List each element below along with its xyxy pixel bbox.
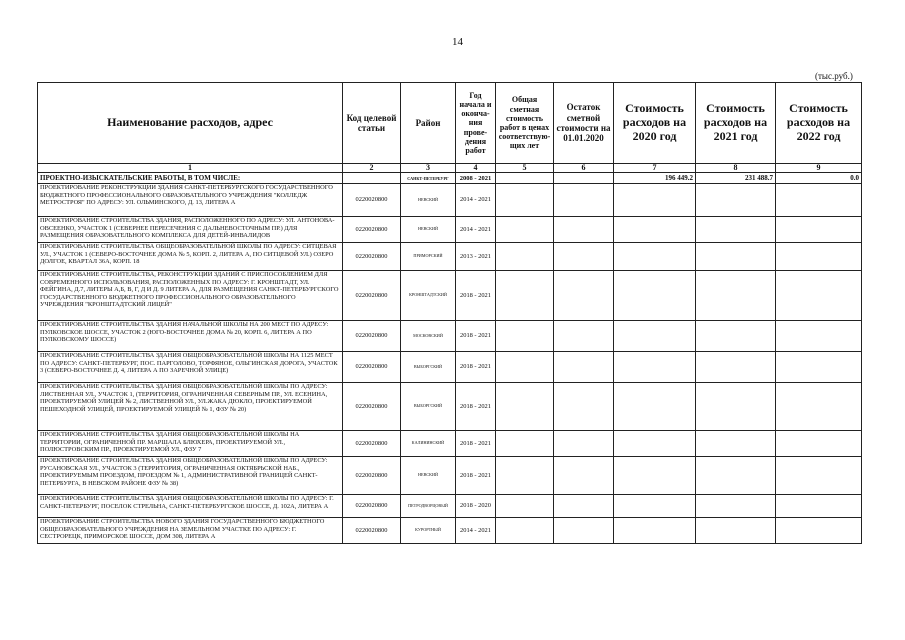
row-total-cost [496, 352, 554, 383]
row-cost-2020 [614, 495, 696, 518]
row-code: 0220020800 [343, 217, 401, 243]
row-name: ПРОЕКТИРОВАНИЕ СТРОИТЕЛЬСТВА, РЕКОНСТРУКЦИИ ЗДАНИЙ С ПРИСПОСОБЛЕНИЕМ ДЛЯ СОВРЕМЕННОГО ИСПОЛЬЗОВАНИЯ, РАСПОЛОЖЕННЫХ ПО АДРЕСУ: Г. КРОНШТАДТ, УЛ. ФЕЙГИНА, Д.7, ЛИТЕРЫ А,Б, В, Г, Д И Д. 9 ЛИТЕРА А, ДЛЯ РАЗМЕЩЕНИЯ САНКТ-ПЕТЕРБУРГСКОГО ГОСУДАРСТВЕННОГО БЮДЖЕТНОГО ПРОФЕССИОНАЛЬНОГО ОБРАЗОВАТЕЛЬНОГО УЧРЕЖДЕНИЯ "КРОНШТАДТСКИЙ ЛИЦЕЙ" [38, 271, 343, 321]
total-code [343, 173, 401, 184]
row-cost-2021 [696, 431, 776, 457]
row-cost-2020 [614, 431, 696, 457]
row-cost-2020 [614, 457, 696, 495]
table-row [38, 352, 862, 383]
row-remaining [554, 495, 614, 518]
row-cost-2020 [614, 243, 696, 271]
header-remaining: Остаток сметной стоимости на 01.01.2020 [554, 83, 614, 164]
row-period: 2018 - 2021 [456, 321, 496, 352]
row-code: 0220020800 [343, 457, 401, 495]
row-cost-2022 [776, 352, 862, 383]
column-number: 5 [496, 164, 554, 173]
row-district: ПРИМОРСКИЙ [401, 243, 456, 271]
row-cost-2022 [776, 431, 862, 457]
row-district: НЕВСКИЙ [401, 457, 456, 495]
row-remaining [554, 243, 614, 271]
column-number: 2 [343, 164, 401, 173]
row-cost-2021 [696, 495, 776, 518]
row-period: 2013 - 2021 [456, 243, 496, 271]
row-total-cost [496, 457, 554, 495]
row-cost-2020 [614, 352, 696, 383]
row-total-cost [496, 431, 554, 457]
row-period: 2018 - 2021 [456, 457, 496, 495]
row-cost-2021 [696, 271, 776, 321]
column-number: 8 [696, 164, 776, 173]
units-label: (тыс.руб.) [815, 71, 853, 81]
column-number: 1 [38, 164, 343, 173]
row-code: 0220020800 [343, 495, 401, 518]
row-total-cost [496, 243, 554, 271]
row-remaining [554, 184, 614, 217]
row-name: ПРОЕКТИРОВАНИЕ СТРОИТЕЛЬСТВА ЗДАНИЯ ОБЩЕОБРАЗОВАТЕЛЬНОЙ ШКОЛЫ ПО АДРЕСУ: ЛИСТВЕННАЯ УЛ., УЧАСТОК 1, (ТЕРРИТОРИЯ, ОГРАНИЧЕННАЯ СЕВЕРНЫМ ПР., УЛ. ЕСЕНИНА, ПРОЕКТИРУЕМОЙ УЛИЦЕЙ № 2, ЛИСТВЕННОЙ УЛ., УЛ.ЖАКА ДЮКЛО, ПРОЕКТИРУЕМОЙ ПЕШЕХОДНОЙ УЛИЦЕЙ, ПРОЕКТИРУЕМОЙ УЛИЦЕЙ № 1, ФЗУ № 20) [38, 383, 343, 431]
row-district: НЕВСКИЙ [401, 217, 456, 243]
row-name: ПРОЕКТИРОВАНИЕ СТРОИТЕЛЬСТВА НОВОГО ЗДАНИЯ ГОСУДАРСТВЕННОГО БЮДЖЕТНОГО ОБЩЕОБРАЗОВАТЕЛЬНОГО УЧРЕЖДЕНИЯ НА ЗЕМЕЛЬНОМ УЧАСТКЕ ПО АДРЕСУ: Г. СЕСТРОРЕЦК, ПРИМОРСКОЕ ШОССЕ, ДОМ 308, ЛИТЕРА А [38, 518, 343, 544]
row-name: ПРОЕКТИРОВАНИЕ СТРОИТЕЛЬСТВА ЗДАНИЯ ОБЩЕОБРАЗОВАТЕЛЬНОЙ ШКОЛЫ НА 1125 МЕСТ ПО АДРЕСУ: САНКТ-ПЕТЕРБУРГ, ПОС. ПАРГОЛОВО, ТОРФЯНОЕ, ОЛЬГИНСКАЯ ДОРОГА, УЧАСТОК 3 (СЕВЕРО-ВОСТОЧНЕЕ Д. 4, ЛИТЕРА А ПО ЗАРЕЧНОЙ УЛИЦЕ) [38, 352, 343, 383]
row-name: ПРОЕКТИРОВАНИЕ СТРОИТЕЛЬСТВА ЗДАНИЯ ОБЩЕОБРАЗОВАТЕЛЬНОЙ ШКОЛЫ НА ТЕРРИТОРИИ, ОГРАНИЧЕННОЙ ПР. МАРШАЛА БЛЮХЕРА, ПРОЕКТИРУЕМОЙ УЛ., ПОЛЮСТРОВСКИМ ПР., ПРОЕКТИРУЕМОЙ УЛ., ФЗУ 7 [38, 431, 343, 457]
row-district: ВЫБОРГСКИЙ [401, 383, 456, 431]
row-cost-2021 [696, 352, 776, 383]
page-number: 14 [452, 36, 463, 48]
row-cost-2021 [696, 217, 776, 243]
header-total-cost: Общая сметная стоимость работ в ценах соответствую-щих лет [496, 83, 554, 164]
row-name: ПРОЕКТИРОВАНИЕ СТРОИТЕЛЬСТВА ЗДАНИЯ ОБЩЕОБРАЗОВАТЕЛЬНОЙ ШКОЛЫ ПО АДРЕСУ: Г. САНКТ-ПЕТЕРБУРГ, ПОСЕЛОК СТРЕЛЬНА, САНКТ-ПЕТЕРБУРГСКОЕ ШОССЕ, Д. 102А, ЛИТЕРА А [38, 495, 343, 518]
row-cost-2021 [696, 243, 776, 271]
column-number: 3 [401, 164, 456, 173]
table-row [38, 243, 862, 271]
row-cost-2020 [614, 321, 696, 352]
total-row [38, 173, 862, 184]
column-number: 9 [776, 164, 862, 173]
row-period: 2018 - 2021 [456, 431, 496, 457]
table-row [38, 184, 862, 217]
table-row [38, 321, 862, 352]
header-period: Год начала и оконча-ния прове-дения работ [456, 83, 496, 164]
row-district: НЕВСКИЙ [401, 184, 456, 217]
row-district: ВЫБОРГСКИЙ [401, 352, 456, 383]
total-cost-2021: 231 488.7 [696, 173, 776, 184]
row-cost-2022 [776, 518, 862, 544]
row-cost-2020 [614, 271, 696, 321]
row-cost-2021 [696, 457, 776, 495]
header-district: Район [401, 83, 456, 164]
row-remaining [554, 271, 614, 321]
row-remaining [554, 383, 614, 431]
row-remaining [554, 352, 614, 383]
header-name: Наименование расходов, адрес [38, 83, 343, 164]
column-number: 7 [614, 164, 696, 173]
row-district: КРОНШТАДТСКИЙ [401, 271, 456, 321]
row-cost-2021 [696, 518, 776, 544]
row-code: 0220020800 [343, 352, 401, 383]
row-name: ПРОЕКТИРОВАНИЕ СТРОИТЕЛЬСТВА ЗДАНИЯ ОБЩЕОБРАЗОВАТЕЛЬНОЙ ШКОЛЫ ПО АДРЕСУ: РУСАНОВСКАЯ УЛ., УЧАСТОК 3 (ТЕРРИТОРИЯ, ОГРАНИЧЕННАЯ ОКТЯБРЬСКОЙ НАБ., ПРОЕКТИРУЕМЫМ ПРОЕЗДОМ, ПРОЕЗДОМ № 1, АДМИНИСТРАТИВНОЙ ГРАНИЦЕЙ САНКТ-ПЕТЕРБУРГА, В НЕВСКОМ РАЙОНЕ ФЗУ № 38) [38, 457, 343, 495]
row-total-cost [496, 271, 554, 321]
row-name: ПРОЕКТИРОВАНИЕ СТРОИТЕЛЬСТВА ЗДАНИЯ НАЧАЛЬНОЙ ШКОЛЫ НА 200 МЕСТ ПО АДРЕСУ: ПУЛКОВСКОЕ ШОССЕ, УЧАСТОК 2 (ЮГО-ВОСТОЧНЕЕ ДОМА № 20, КОРП. 6, ЛИТЕРА А ПО ПУЛКОВСКОМУ ШОССЕ) [38, 321, 343, 352]
row-name: ПРОЕКТИРОВАНИЕ СТРОИТЕЛЬСТВА ОБЩЕОБРАЗОВАТЕЛЬНОЙ ШКОЛЫ ПО АДРЕСУ: СИТЦЕВАЯ УЛ., УЧАСТОК 1 (СЕВЕРО-ВОСТОЧНЕЕ ДОМА № 5, КОРП. 2, ЛИТЕРА А, ПО СИТЦЕВОЙ УЛ.) ОЗЕРО ДОЛГОЕ, КВАРТАЛ 36А, КОРП. 18 [38, 243, 343, 271]
column-number: 6 [554, 164, 614, 173]
table-row [38, 431, 862, 457]
total-name: ПРОЕКТНО-ИЗЫСКАТЕЛЬСКИЕ РАБОТЫ, В ТОМ ЧИСЛЕ: [38, 173, 343, 184]
row-cost-2021 [696, 383, 776, 431]
row-period: 2014 - 2021 [456, 217, 496, 243]
row-total-cost [496, 518, 554, 544]
table-row [38, 457, 862, 495]
row-period: 2018 - 2021 [456, 383, 496, 431]
header-cost-2022: Стоимость расходов на 2022 год [776, 83, 862, 164]
row-cost-2021 [696, 184, 776, 217]
total-district: САНКТ-ПЕТЕРБУРГ [401, 173, 456, 184]
total-cost-2022: 0.0 [776, 173, 862, 184]
row-name: ПРОЕКТИРОВАНИЕ СТРОИТЕЛЬСТВА ЗДАНИЯ, РАСПОЛОЖЕННОГО ПО АДРЕСУ: УЛ. АНТОНОВА-ОВСЕЕНКО, УЧАСТОК 1 (СЕВЕРНЕЕ ПЕРЕСЕЧЕНИЯ С ДАЛЬНЕВОСТОЧНЫМ ПР.) ДЛЯ РАЗМЕЩЕНИЯ ОБРАЗОВАТЕЛЬНОГО КОМПЛЕКСА ДЛЯ ДЕТЕЙ-ИНВАЛИДОВ [38, 217, 343, 243]
row-total-cost [496, 495, 554, 518]
row-remaining [554, 457, 614, 495]
row-code: 0220020800 [343, 431, 401, 457]
column-number-row [38, 164, 862, 173]
row-district: ПЕТРОДВОРЦОВЫЙ [401, 495, 456, 518]
row-period: 2018 - 2020 [456, 495, 496, 518]
total-period: 2008 - 2021 [456, 173, 496, 184]
header-row [38, 83, 862, 164]
row-cost-2022 [776, 495, 862, 518]
row-total-cost [496, 383, 554, 431]
row-total-cost [496, 184, 554, 217]
row-code: 0220020800 [343, 383, 401, 431]
row-cost-2022 [776, 243, 862, 271]
row-cost-2022 [776, 457, 862, 495]
table-row [38, 271, 862, 321]
row-district: МОСКОВСКИЙ [401, 321, 456, 352]
row-remaining [554, 431, 614, 457]
table-row [38, 518, 862, 544]
row-cost-2020 [614, 217, 696, 243]
row-cost-2020 [614, 518, 696, 544]
row-code: 0220020800 [343, 271, 401, 321]
row-total-cost [496, 321, 554, 352]
row-remaining [554, 518, 614, 544]
row-period: 2018 - 2021 [456, 271, 496, 321]
header-cost-2021: Стоимость расходов на 2021 год [696, 83, 776, 164]
row-code: 0220020800 [343, 243, 401, 271]
row-code: 0220020800 [343, 518, 401, 544]
column-number: 4 [456, 164, 496, 173]
row-period: 2018 - 2021 [456, 352, 496, 383]
row-cost-2022 [776, 383, 862, 431]
row-cost-2022 [776, 217, 862, 243]
row-district: КАЛИНИНСКИЙ [401, 431, 456, 457]
total-remaining-cell [554, 173, 614, 184]
header-cost-2020: Стоимость расходов на 2020 год [614, 83, 696, 164]
row-cost-2022 [776, 184, 862, 217]
table-row [38, 217, 862, 243]
row-cost-2020 [614, 383, 696, 431]
table-row [38, 495, 862, 518]
row-total-cost [496, 217, 554, 243]
row-remaining [554, 217, 614, 243]
row-period: 2014 - 2021 [456, 184, 496, 217]
row-cost-2022 [776, 271, 862, 321]
row-cost-2020 [614, 184, 696, 217]
total-cost-2020: 196 449.2 [614, 173, 696, 184]
row-district: КУРОРТНЫЙ [401, 518, 456, 544]
row-cost-2021 [696, 321, 776, 352]
row-cost-2022 [776, 321, 862, 352]
row-name: ПРОЕКТИРОВАНИЕ РЕКОНСТРУКЦИИ ЗДАНИЯ САНКТ-ПЕТЕРБУРГСКОГО ГОСУДАРСТВЕННОГО БЮДЖЕТНОГО ПРОФЕССИОНАЛЬНОГО ОБРАЗОВАТЕЛЬНОГО УЧРЕЖДЕНИЯ "КОЛЛЕДЖ МЕТРОСТРОЯ" ПО АДРЕСУ: УЛ. ОЛЬМИНСКОГО, Д. 13, ЛИТЕРА А [38, 184, 343, 217]
row-code: 0220020800 [343, 321, 401, 352]
header-code: Код целевой статьи [343, 83, 401, 164]
table-row [38, 383, 862, 431]
row-period: 2014 - 2021 [456, 518, 496, 544]
budget-table [37, 82, 862, 544]
row-code: 0220020800 [343, 184, 401, 217]
total-cost-cell [496, 173, 554, 184]
row-remaining [554, 321, 614, 352]
